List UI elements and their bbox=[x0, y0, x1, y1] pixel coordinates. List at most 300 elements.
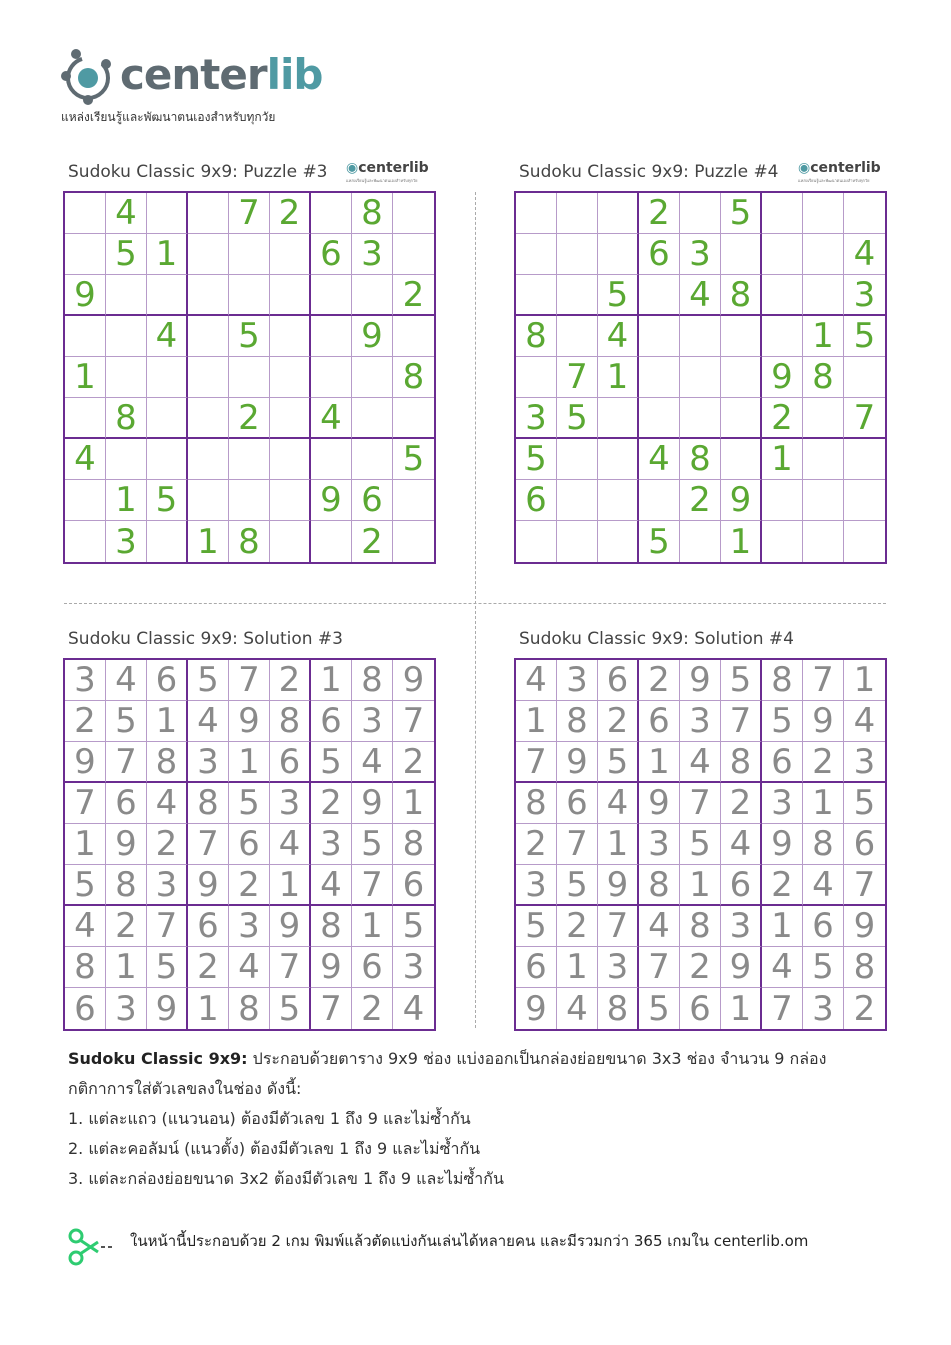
sudoku-cell bbox=[803, 234, 844, 275]
sudoku-cell bbox=[311, 439, 352, 480]
sudoku-cell bbox=[598, 398, 639, 439]
sudoku-cell: 7 bbox=[147, 906, 188, 947]
sudoku-cell: 4 bbox=[680, 742, 721, 783]
sudoku-cell: 6 bbox=[65, 988, 106, 1029]
sudoku-cell: 4 bbox=[106, 193, 147, 234]
sudoku-cell: 9 bbox=[393, 660, 434, 701]
solution-3-grid bbox=[63, 658, 436, 1031]
sudoku-cell: 8 bbox=[762, 660, 803, 701]
sudoku-cell: 4 bbox=[557, 988, 598, 1029]
sudoku-cell: 3 bbox=[680, 701, 721, 742]
sudoku-cell bbox=[680, 521, 721, 562]
sudoku-cell: 7 bbox=[598, 906, 639, 947]
sudoku-cell bbox=[270, 275, 311, 316]
sudoku-cell: 6 bbox=[598, 660, 639, 701]
sudoku-cell bbox=[639, 316, 680, 357]
sudoku-cell: 8 bbox=[721, 275, 762, 316]
sudoku-cell: 2 bbox=[557, 906, 598, 947]
sudoku-cell: 8 bbox=[721, 742, 762, 783]
sudoku-cell: 1 bbox=[106, 947, 147, 988]
sudoku-cell: 5 bbox=[147, 947, 188, 988]
sudoku-cell bbox=[762, 316, 803, 357]
sudoku-cell: 3 bbox=[65, 660, 106, 701]
sudoku-cell: 3 bbox=[147, 865, 188, 906]
sudoku-cell bbox=[188, 480, 229, 521]
sudoku-cell: 6 bbox=[639, 701, 680, 742]
sudoku-cell bbox=[270, 480, 311, 521]
sudoku-cell: 2 bbox=[853, 988, 876, 1029]
sudoku-cell: 3 bbox=[311, 824, 352, 865]
sudoku-cell bbox=[106, 439, 147, 480]
sudoku-cell bbox=[844, 193, 885, 234]
sudoku-cell: 6 bbox=[639, 234, 680, 275]
sudoku-cell bbox=[639, 275, 680, 316]
sudoku-cell: 1 bbox=[721, 521, 762, 562]
sudoku-cell: 1 bbox=[516, 701, 557, 742]
sudoku-cell: 6 bbox=[188, 906, 229, 947]
sudoku-cell bbox=[803, 398, 844, 439]
puzzle-3-title: Sudoku Classic 9x9: Puzzle #3 bbox=[68, 162, 328, 182]
sudoku-cell: 6 bbox=[844, 824, 885, 865]
sudoku-cell bbox=[516, 521, 557, 562]
sudoku-cell: 2 bbox=[393, 275, 434, 316]
sudoku-cell: 7 bbox=[352, 865, 393, 906]
sudoku-cell: 5 bbox=[393, 439, 434, 480]
sudoku-cell: 9 bbox=[680, 660, 721, 701]
sudoku-cell: 5 bbox=[721, 193, 762, 234]
sudoku-cell: 7 bbox=[188, 824, 229, 865]
sudoku-cell bbox=[229, 480, 270, 521]
sudoku-cell: 8 bbox=[803, 824, 844, 865]
sudoku-cell bbox=[516, 357, 557, 398]
sudoku-cell bbox=[516, 234, 557, 275]
sudoku-cell: 4 bbox=[680, 275, 721, 316]
sudoku-cell bbox=[393, 316, 434, 357]
sudoku-cell bbox=[393, 234, 434, 275]
sudoku-cell: 2 bbox=[762, 865, 803, 906]
sudoku-cell: 2 bbox=[106, 906, 147, 947]
sudoku-cell: 2 bbox=[721, 783, 762, 824]
sudoku-cell: 6 bbox=[557, 783, 598, 824]
sudoku-cell: 1 bbox=[762, 906, 803, 947]
sudoku-cell: 6 bbox=[721, 865, 762, 906]
sudoku-cell: 1 bbox=[188, 988, 229, 1029]
sudoku-cell: 1 bbox=[188, 521, 229, 562]
sudoku-cell: 3 bbox=[270, 783, 311, 824]
sudoku-cell bbox=[557, 316, 598, 357]
sudoku-cell: 5 bbox=[844, 783, 885, 824]
sudoku-cell: 4 bbox=[106, 660, 147, 701]
rule-2: 2. แต่ละคอลัมน์ (แนวตั้ง) ต้องมีตัวเลข 1 ถึง 9 และไม่ซ้ำกัน bbox=[68, 1139, 481, 1158]
sudoku-cell: 9 bbox=[516, 988, 557, 1029]
sudoku-cell: 8 bbox=[229, 521, 270, 562]
sudoku-cell bbox=[598, 234, 639, 275]
sudoku-cell: 8 bbox=[680, 439, 721, 480]
sudoku-cell bbox=[803, 521, 844, 562]
sudoku-cell: 7 bbox=[516, 742, 557, 783]
sudoku-cell bbox=[270, 357, 311, 398]
sudoku-cell: 4 bbox=[844, 234, 885, 275]
sudoku-cell bbox=[803, 480, 844, 521]
sudoku-cell bbox=[147, 439, 188, 480]
sudoku-cell: 3 bbox=[598, 947, 639, 988]
sudoku-cell: 2 bbox=[229, 865, 270, 906]
centerlib-logo bbox=[58, 44, 338, 124]
sudoku-cell: 4 bbox=[402, 988, 425, 1029]
sudoku-cell: 1 bbox=[65, 824, 106, 865]
sudoku-cell bbox=[270, 439, 311, 480]
horizontal-cut-line bbox=[64, 603, 886, 604]
sudoku-cell bbox=[393, 193, 434, 234]
footer-text: ในหน้านี้ประกอบด้วย 2 เกม พิมพ์แล้วตัดแบ่งกันเล่นได้หลายคน และมีรวมกว่า 365 เกมใน centerlib.om bbox=[130, 1232, 809, 1250]
sudoku-cell: 1 bbox=[106, 480, 147, 521]
sudoku-cell: 1 bbox=[803, 783, 844, 824]
sudoku-cell: 5 bbox=[352, 824, 393, 865]
sudoku-cell: 5 bbox=[65, 865, 106, 906]
sudoku-cell: 6 bbox=[311, 701, 352, 742]
sudoku-cell: 7 bbox=[106, 742, 147, 783]
sudoku-cell bbox=[65, 521, 106, 562]
sudoku-cell bbox=[557, 193, 598, 234]
sudoku-cell: 4 bbox=[270, 824, 311, 865]
scissors-icon bbox=[68, 1228, 114, 1266]
sudoku-cell: 9 bbox=[352, 316, 393, 357]
sudoku-cell: 4 bbox=[844, 701, 885, 742]
sudoku-cell bbox=[680, 193, 721, 234]
sudoku-cell bbox=[270, 316, 311, 357]
sudoku-cell: 3 bbox=[844, 275, 885, 316]
sudoku-cell: 7 bbox=[229, 660, 270, 701]
sudoku-cell: 2 bbox=[65, 701, 106, 742]
puzzle-4-grid bbox=[514, 191, 887, 564]
sudoku-cell: 8 bbox=[803, 357, 844, 398]
sudoku-cell: 6 bbox=[393, 865, 434, 906]
sudoku-cell: 9 bbox=[106, 824, 147, 865]
sudoku-cell: 2 bbox=[311, 783, 352, 824]
sudoku-cell: 8 bbox=[639, 865, 680, 906]
sudoku-cell: 5 bbox=[106, 701, 147, 742]
sudoku-cell: 8 bbox=[229, 988, 270, 1029]
sudoku-cell: 6 bbox=[680, 988, 721, 1029]
sudoku-cell bbox=[557, 439, 598, 480]
sudoku-cell: 7 bbox=[762, 988, 803, 1029]
sudoku-cell: 4 bbox=[598, 783, 639, 824]
sudoku-cell: 7 bbox=[229, 193, 270, 234]
sudoku-cell: 7 bbox=[844, 398, 885, 439]
sudoku-cell: 9 bbox=[311, 480, 352, 521]
sudoku-cell bbox=[516, 275, 557, 316]
sudoku-cell: 2 bbox=[639, 660, 680, 701]
sudoku-cell: 5 bbox=[639, 521, 680, 562]
sudoku-cell bbox=[147, 193, 188, 234]
sudoku-cell bbox=[188, 193, 229, 234]
puzzle-4-title: Sudoku Classic 9x9: Puzzle #4 bbox=[519, 162, 779, 182]
solution-4-title: Sudoku Classic 9x9: Solution #4 bbox=[519, 629, 794, 649]
sudoku-cell: 3 bbox=[844, 742, 885, 783]
sudoku-cell: 6 bbox=[311, 234, 352, 275]
sudoku-cell: 8 bbox=[106, 865, 147, 906]
sudoku-cell: 1 bbox=[639, 742, 680, 783]
sudoku-cell: 1 bbox=[721, 988, 762, 1029]
sudoku-cell bbox=[229, 357, 270, 398]
sudoku-cell: 2 bbox=[598, 701, 639, 742]
sudoku-cell bbox=[229, 439, 270, 480]
sudoku-cell bbox=[639, 480, 680, 521]
sudoku-cell: 5 bbox=[557, 398, 598, 439]
sudoku-cell: 5 bbox=[680, 824, 721, 865]
sudoku-cell: 2 bbox=[352, 521, 393, 562]
logo-wordmark: centerlib bbox=[120, 50, 323, 99]
sudoku-cell: 2 bbox=[516, 824, 557, 865]
sudoku-cell: 7 bbox=[557, 357, 598, 398]
sudoku-cell: 8 bbox=[393, 357, 434, 398]
sudoku-cell: 3 bbox=[639, 824, 680, 865]
sudoku-cell: 1 bbox=[598, 824, 639, 865]
sudoku-cell: 4 bbox=[639, 439, 680, 480]
sudoku-cell bbox=[639, 398, 680, 439]
sudoku-cell: 5 bbox=[147, 480, 188, 521]
sudoku-cell: 9 bbox=[147, 988, 188, 1029]
sudoku-cell: 8 bbox=[106, 398, 147, 439]
sudoku-cell: 3 bbox=[762, 783, 803, 824]
sudoku-cell: 2 bbox=[270, 660, 311, 701]
rule-1: 1. แต่ละแถว (แนวนอน) ต้องมีตัวเลข 1 ถึง 9 และไม่ซ้ำกัน bbox=[68, 1109, 471, 1128]
sudoku-cell: 5 bbox=[516, 439, 557, 480]
sudoku-cell bbox=[803, 193, 844, 234]
sudoku-cell bbox=[844, 480, 885, 521]
sudoku-cell: 3 bbox=[516, 865, 557, 906]
sudoku-cell: 1 bbox=[65, 357, 106, 398]
sudoku-cell bbox=[598, 480, 639, 521]
rules-intro: Sudoku Classic 9x9: ประกอบด้วยตาราง 9x9 ช่อง แบ่งออกเป็นกล่องย่อยขนาด 3x3 ช่อง จำนวน 9 กล่อง bbox=[68, 1049, 827, 1068]
sudoku-cell: 2 bbox=[393, 742, 434, 783]
sudoku-cell bbox=[188, 316, 229, 357]
sudoku-cell: 5 bbox=[229, 783, 270, 824]
sudoku-cell: 1 bbox=[762, 439, 803, 480]
sudoku-cell: 9 bbox=[229, 701, 270, 742]
sudoku-cell: 3 bbox=[557, 660, 598, 701]
sudoku-cell: 8 bbox=[557, 701, 598, 742]
sudoku-cell: 2 bbox=[762, 398, 803, 439]
sudoku-cell: 9 bbox=[803, 701, 844, 742]
sudoku-cell bbox=[65, 193, 106, 234]
sudoku-cell bbox=[393, 521, 434, 562]
sudoku-cell: 3 bbox=[188, 742, 229, 783]
rules-heading: Sudoku Classic 9x9: bbox=[68, 1049, 248, 1068]
sudoku-cell: 7 bbox=[844, 865, 885, 906]
sudoku-cell bbox=[721, 357, 762, 398]
sudoku-cell: 2 bbox=[680, 480, 721, 521]
sudoku-cell: 2 bbox=[803, 742, 844, 783]
solution-3-title: Sudoku Classic 9x9: Solution #3 bbox=[68, 629, 343, 649]
puzzle-3-grid bbox=[63, 191, 436, 564]
sudoku-cell: 9 bbox=[721, 947, 762, 988]
sudoku-cell bbox=[598, 193, 639, 234]
sudoku-cell bbox=[844, 439, 885, 480]
sudoku-cell bbox=[352, 275, 393, 316]
sudoku-cell: 7 bbox=[721, 701, 762, 742]
sudoku-cell: 4 bbox=[352, 742, 393, 783]
sudoku-cell bbox=[393, 480, 434, 521]
sudoku-cell bbox=[270, 398, 311, 439]
footer-note bbox=[68, 1228, 888, 1268]
sudoku-cell: 2 bbox=[680, 947, 721, 988]
sudoku-cell bbox=[352, 357, 393, 398]
sudoku-cell: 5 bbox=[516, 906, 557, 947]
sudoku-cell: 9 bbox=[762, 357, 803, 398]
sudoku-cell: 6 bbox=[147, 660, 188, 701]
sudoku-cell: 1 bbox=[393, 783, 434, 824]
sudoku-cell: 4 bbox=[147, 316, 188, 357]
sudoku-cell: 4 bbox=[311, 398, 352, 439]
sudoku-cell: 4 bbox=[147, 783, 188, 824]
sudoku-cell: 8 bbox=[188, 783, 229, 824]
sudoku-cell: 4 bbox=[803, 865, 844, 906]
sudoku-cell: 9 bbox=[65, 742, 106, 783]
sudoku-cell: 9 bbox=[844, 906, 885, 947]
sudoku-cell: 5 bbox=[393, 906, 434, 947]
sudoku-cell bbox=[311, 316, 352, 357]
sudoku-cell: 8 bbox=[65, 947, 106, 988]
logo-tagline: แหล่งเรียนรู้และพัฒนาตนเองสำหรับทุกวัย bbox=[61, 110, 276, 124]
sudoku-cell bbox=[721, 234, 762, 275]
sudoku-cell: 6 bbox=[229, 824, 270, 865]
sudoku-cell: 2 bbox=[188, 947, 229, 988]
sudoku-cell: 2 bbox=[639, 193, 680, 234]
sudoku-cell bbox=[147, 521, 188, 562]
vertical-cut-line bbox=[475, 192, 476, 1028]
sudoku-cell bbox=[106, 357, 147, 398]
sudoku-cell bbox=[147, 275, 188, 316]
sudoku-cell: 1 bbox=[270, 865, 311, 906]
sudoku-cell: 3 bbox=[680, 234, 721, 275]
sudoku-cell bbox=[762, 234, 803, 275]
sudoku-cell bbox=[229, 275, 270, 316]
sudoku-cell: 5 bbox=[311, 742, 352, 783]
sudoku-cell: 3 bbox=[106, 521, 147, 562]
mini-logo-puzzle-3: ◉centerlib แหล่งเรียนรู้และพัฒนาตนเองสำหรับทุกวัย bbox=[346, 160, 429, 183]
sudoku-cell: 9 bbox=[352, 783, 393, 824]
sudoku-cell bbox=[762, 193, 803, 234]
sudoku-cell bbox=[680, 357, 721, 398]
sudoku-cell: 6 bbox=[106, 783, 147, 824]
sudoku-cell: 5 bbox=[188, 660, 229, 701]
sudoku-cell: 7 bbox=[270, 947, 311, 988]
sudoku-cell: 4 bbox=[65, 439, 106, 480]
solution-4-grid bbox=[514, 658, 887, 1031]
sudoku-cell bbox=[393, 398, 434, 439]
rules-section bbox=[68, 1044, 888, 1194]
sudoku-cell: 7 bbox=[680, 783, 721, 824]
sudoku-cell: 8 bbox=[311, 906, 352, 947]
sudoku-cell: 3 bbox=[352, 701, 393, 742]
sudoku-cell: 1 bbox=[352, 906, 393, 947]
sudoku-cell bbox=[516, 193, 557, 234]
sudoku-cell bbox=[598, 521, 639, 562]
sudoku-cell: 4 bbox=[639, 906, 680, 947]
sudoku-cell bbox=[803, 275, 844, 316]
sudoku-cell bbox=[106, 316, 147, 357]
sudoku-cell: 1 bbox=[598, 357, 639, 398]
sudoku-cell: 7 bbox=[311, 988, 352, 1029]
sudoku-cell: 1 bbox=[229, 742, 270, 783]
sudoku-cell bbox=[352, 439, 393, 480]
sudoku-cell: 3 bbox=[803, 988, 844, 1029]
sudoku-cell: 5 bbox=[270, 988, 311, 1029]
sudoku-cell: 8 bbox=[680, 906, 721, 947]
sudoku-cell: 9 bbox=[639, 783, 680, 824]
sudoku-cell bbox=[557, 521, 598, 562]
sudoku-cell: 6 bbox=[352, 480, 393, 521]
sudoku-cell: 5 bbox=[598, 275, 639, 316]
sudoku-cell bbox=[147, 357, 188, 398]
sudoku-cell bbox=[598, 439, 639, 480]
sudoku-cell: 9 bbox=[721, 480, 762, 521]
sudoku-cell: 7 bbox=[557, 824, 598, 865]
sudoku-cell bbox=[270, 521, 311, 562]
sudoku-cell bbox=[106, 275, 147, 316]
sudoku-cell bbox=[557, 480, 598, 521]
sudoku-cell: 8 bbox=[844, 947, 885, 988]
sudoku-cell: 9 bbox=[557, 742, 598, 783]
sudoku-cell: 8 bbox=[516, 316, 557, 357]
sudoku-cell: 3 bbox=[516, 398, 557, 439]
sudoku-cell bbox=[188, 439, 229, 480]
sudoku-cell bbox=[311, 193, 352, 234]
sudoku-cell: 8 bbox=[147, 742, 188, 783]
sudoku-cell: 4 bbox=[311, 865, 352, 906]
sudoku-cell: 1 bbox=[803, 316, 844, 357]
sudoku-cell bbox=[680, 316, 721, 357]
sudoku-cell: 4 bbox=[516, 660, 557, 701]
sudoku-cell: 4 bbox=[65, 906, 106, 947]
sudoku-cell: 7 bbox=[65, 783, 106, 824]
sudoku-cell: 6 bbox=[352, 947, 393, 988]
sudoku-cell bbox=[762, 480, 803, 521]
sudoku-cell: 9 bbox=[270, 906, 311, 947]
sudoku-cell bbox=[65, 234, 106, 275]
sudoku-cell: 8 bbox=[352, 660, 393, 701]
sudoku-cell bbox=[762, 521, 803, 562]
sudoku-cell bbox=[311, 275, 352, 316]
sudoku-cell bbox=[844, 357, 885, 398]
sudoku-cell: 3 bbox=[106, 988, 147, 1029]
molecule-logo-icon bbox=[58, 46, 120, 106]
rule-3: 3. แต่ละกล่องย่อยขนาด 3x2 ต้องมีตัวเลข 1 ถึง 9 และไม่ซ้ำกัน bbox=[68, 1169, 504, 1188]
sudoku-cell bbox=[352, 398, 393, 439]
sudoku-cell: 4 bbox=[721, 824, 762, 865]
sudoku-cell: 9 bbox=[762, 824, 803, 865]
sudoku-cell: 6 bbox=[762, 742, 803, 783]
sudoku-cell: 7 bbox=[639, 947, 680, 988]
sudoku-cell bbox=[557, 234, 598, 275]
sudoku-cell bbox=[844, 521, 885, 562]
sudoku-cell: 1 bbox=[844, 660, 885, 701]
sudoku-cell bbox=[65, 480, 106, 521]
sudoku-cell: 9 bbox=[311, 947, 352, 988]
sudoku-cell: 4 bbox=[229, 947, 270, 988]
sudoku-cell bbox=[188, 398, 229, 439]
sudoku-cell: 4 bbox=[762, 947, 803, 988]
sudoku-cell: 5 bbox=[106, 234, 147, 275]
sudoku-cell: 5 bbox=[844, 316, 885, 357]
sudoku-cell: 6 bbox=[516, 480, 557, 521]
sudoku-cell: 9 bbox=[188, 865, 229, 906]
sudoku-cell bbox=[188, 275, 229, 316]
sudoku-cell: 9 bbox=[598, 865, 639, 906]
sudoku-cell: 4 bbox=[188, 701, 229, 742]
sudoku-cell bbox=[65, 398, 106, 439]
